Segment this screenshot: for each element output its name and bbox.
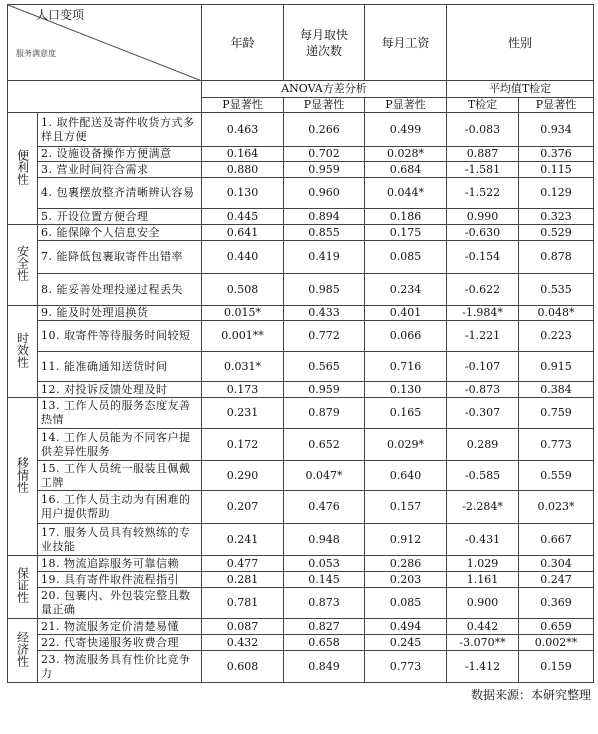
item-label: 3. 营业时间符合需求 <box>38 162 202 178</box>
subheader-age-p: P显著性 <box>202 98 284 113</box>
table-row <box>8 147 594 162</box>
gender-p-cell: 0.934 <box>519 113 594 147</box>
gender-p-cell: 0.659 <box>519 619 594 635</box>
salary-cell: 0.130 <box>365 382 447 398</box>
age-cell: 0.031* <box>202 352 284 382</box>
table-row <box>8 635 594 651</box>
age-cell: 0.172 <box>202 429 284 461</box>
item-label: 21. 物流服务定价清楚易懂 <box>38 619 202 635</box>
table-row <box>8 588 594 619</box>
t-value-cell: -1.581 <box>447 162 519 178</box>
item-label: 6. 能保障个人信息安全 <box>38 225 202 241</box>
gender-p-cell: 0.667 <box>519 524 594 556</box>
frequency-cell: 0.873 <box>284 588 365 619</box>
salary-cell: 0.640 <box>365 461 447 491</box>
item-label: 5. 开设位置方便合理 <box>38 209 202 225</box>
item-label: 9. 能及时处理退换货 <box>38 306 202 321</box>
table-row <box>8 429 594 461</box>
frequency-cell: 0.053 <box>284 556 365 572</box>
gender-p-cell: 0.376 <box>519 147 594 162</box>
test-header-blank <box>8 81 202 113</box>
t-value-cell: -1.221 <box>447 321 519 352</box>
age-cell: 0.241 <box>202 524 284 556</box>
t-value-cell: -3.070** <box>447 635 519 651</box>
table-row <box>8 225 594 241</box>
frequency-cell: 0.855 <box>284 225 365 241</box>
frequency-cell: 0.658 <box>284 635 365 651</box>
age-cell: 0.445 <box>202 209 284 225</box>
t-value-cell: -2.284* <box>447 491 519 524</box>
frequency-cell: 0.565 <box>284 352 365 382</box>
frequency-cell: 0.047* <box>284 461 365 491</box>
gender-p-cell: 0.759 <box>519 398 594 429</box>
t-value-cell: -1.412 <box>447 651 519 683</box>
age-cell: 0.087 <box>202 619 284 635</box>
age-cell: 0.281 <box>202 572 284 588</box>
salary-cell: 0.186 <box>365 209 447 225</box>
item-label: 23. 物流服务具有性价比竞争力 <box>38 651 202 683</box>
item-label: 7. 能降低包裹取寄件出错率 <box>38 241 202 274</box>
gender-p-cell: 0.323 <box>519 209 594 225</box>
salary-cell: 0.044* <box>365 178 447 209</box>
gender-p-cell: 0.369 <box>519 588 594 619</box>
item-label: 14. 工作人员能为不同客户提供差异性服务 <box>38 429 202 461</box>
table-row <box>8 178 594 209</box>
table-row <box>8 113 594 147</box>
age-cell: 0.001** <box>202 321 284 352</box>
gender-p-cell: 0.023* <box>519 491 594 524</box>
gender-p-cell: 0.048* <box>519 306 594 321</box>
gender-p-cell: 0.559 <box>519 461 594 491</box>
frequency-cell: 0.960 <box>284 178 365 209</box>
frequency-cell: 0.433 <box>284 306 365 321</box>
gender-p-cell: 0.529 <box>519 225 594 241</box>
dimension-label: 移情性 <box>8 398 38 556</box>
salary-cell: 0.499 <box>365 113 447 147</box>
t-value-cell: -0.630 <box>447 225 519 241</box>
gender-p-cell: 0.878 <box>519 241 594 274</box>
item-label: 16. 工作人员主动为有困难的用户提供帮助 <box>38 491 202 524</box>
frequency-cell: 0.894 <box>284 209 365 225</box>
header-ttest: 平均值T检定 <box>447 81 594 98</box>
salary-cell: 0.066 <box>365 321 447 352</box>
frequency-cell: 0.849 <box>284 651 365 683</box>
table-row <box>8 461 594 491</box>
age-cell: 0.173 <box>202 382 284 398</box>
subheader-salary-p: P显著性 <box>365 98 447 113</box>
dimension-label: 时效性 <box>8 306 38 398</box>
item-label: 12. 对投诉反馈处理及时 <box>38 382 202 398</box>
table-row <box>8 382 594 398</box>
header-frequency: 每月取快递次数 <box>284 5 365 81</box>
table-row <box>8 274 594 306</box>
table-row <box>8 241 594 274</box>
t-value-cell: 0.900 <box>447 588 519 619</box>
salary-cell: 0.286 <box>365 556 447 572</box>
age-cell: 0.290 <box>202 461 284 491</box>
item-label: 8. 能妥善处理投递过程丢失 <box>38 274 202 306</box>
t-value-cell: 0.990 <box>447 209 519 225</box>
gender-p-cell: 0.304 <box>519 556 594 572</box>
salary-cell: 0.684 <box>365 162 447 178</box>
salary-cell: 0.029* <box>365 429 447 461</box>
salary-cell: 0.912 <box>365 524 447 556</box>
item-label: 15. 工作人员统一服装且佩戴工牌 <box>38 461 202 491</box>
age-cell: 0.164 <box>202 147 284 162</box>
age-cell: 0.608 <box>202 651 284 683</box>
item-label: 17. 服务人员具有较熟练的专业技能 <box>38 524 202 556</box>
item-label: 4. 包裹摆放整齐清晰辨认容易 <box>38 178 202 209</box>
frequency-cell: 0.879 <box>284 398 365 429</box>
salary-cell: 0.494 <box>365 619 447 635</box>
frequency-cell: 0.827 <box>284 619 365 635</box>
table-row <box>8 398 594 429</box>
item-label: 1. 取件配送及寄件收货方式多样且方便 <box>38 113 202 147</box>
age-cell: 0.463 <box>202 113 284 147</box>
gender-p-cell: 0.535 <box>519 274 594 306</box>
t-value-cell: -1.984* <box>447 306 519 321</box>
table-row <box>8 572 594 588</box>
t-value-cell: -1.522 <box>447 178 519 209</box>
corner-header-cell <box>8 5 202 81</box>
t-value-cell: -0.622 <box>447 274 519 306</box>
table-row <box>8 619 594 635</box>
frequency-cell: 0.266 <box>284 113 365 147</box>
table-row <box>8 524 594 556</box>
age-cell: 0.641 <box>202 225 284 241</box>
header-age: 年龄 <box>202 5 284 81</box>
t-value-cell: 1.161 <box>447 572 519 588</box>
gender-p-cell: 0.129 <box>519 178 594 209</box>
frequency-cell: 0.702 <box>284 147 365 162</box>
frequency-cell: 0.145 <box>284 572 365 588</box>
gender-p-cell: 0.773 <box>519 429 594 461</box>
t-value-cell: 0.289 <box>447 429 519 461</box>
age-cell: 0.508 <box>202 274 284 306</box>
satisfaction-axis-label: 服务满意度 <box>16 49 56 58</box>
item-label: 19. 具有寄件取件流程指引 <box>38 572 202 588</box>
t-value-cell: -0.307 <box>447 398 519 429</box>
salary-cell: 0.165 <box>365 398 447 429</box>
age-cell: 0.880 <box>202 162 284 178</box>
item-label: 10. 取寄件等待服务时间较短 <box>38 321 202 352</box>
t-value-cell: 1.029 <box>447 556 519 572</box>
item-label: 11. 能准确通知送货时间 <box>38 352 202 382</box>
age-cell: 0.440 <box>202 241 284 274</box>
t-value-cell: -0.431 <box>447 524 519 556</box>
dimension-label: 保证性 <box>8 556 38 619</box>
gender-p-cell: 0.159 <box>519 651 594 683</box>
age-cell: 0.130 <box>202 178 284 209</box>
table-row <box>8 651 594 683</box>
gender-p-cell: 0.115 <box>519 162 594 178</box>
t-value-cell: -0.585 <box>447 461 519 491</box>
salary-cell: 0.716 <box>365 352 447 382</box>
t-value-cell: -0.873 <box>447 382 519 398</box>
dimension-label: 经济性 <box>8 619 38 683</box>
salary-cell: 0.085 <box>365 588 447 619</box>
age-cell: 0.231 <box>202 398 284 429</box>
results-table <box>7 4 594 683</box>
t-value-cell: 0.887 <box>447 147 519 162</box>
frequency-cell: 0.419 <box>284 241 365 274</box>
gender-p-cell: 0.247 <box>519 572 594 588</box>
dimension-label: 便利性 <box>8 113 38 225</box>
salary-cell: 0.245 <box>365 635 447 651</box>
salary-cell: 0.773 <box>365 651 447 683</box>
item-label: 18. 物流追踪服务可靠信赖 <box>38 556 202 572</box>
gender-p-cell: 0.384 <box>519 382 594 398</box>
salary-cell: 0.234 <box>365 274 447 306</box>
header-gender: 性别 <box>447 5 594 81</box>
gender-p-cell: 0.002** <box>519 635 594 651</box>
item-label: 20. 包裹内、外包装完整且数量正确 <box>38 588 202 619</box>
table-row <box>8 162 594 178</box>
item-label: 2. 设施设备操作方便满意 <box>38 147 202 162</box>
subheader-t: T检定 <box>447 98 519 113</box>
table-row <box>8 209 594 225</box>
table-row <box>8 306 594 321</box>
age-cell: 0.015* <box>202 306 284 321</box>
t-value-cell: 0.442 <box>447 619 519 635</box>
frequency-cell: 0.985 <box>284 274 365 306</box>
t-value-cell: -0.154 <box>447 241 519 274</box>
table-row <box>8 556 594 572</box>
table-row <box>8 352 594 382</box>
t-value-cell: -0.107 <box>447 352 519 382</box>
frequency-cell: 0.476 <box>284 491 365 524</box>
table-wrapper <box>7 4 593 703</box>
frequency-cell: 0.959 <box>284 382 365 398</box>
gender-p-cell: 0.915 <box>519 352 594 382</box>
source-note: 数据来源：本研究整理 <box>470 688 591 702</box>
subheader-gender-p: P显著性 <box>519 98 594 113</box>
table-row <box>8 321 594 352</box>
item-label: 22. 代寄快递服务收费合理 <box>38 635 202 651</box>
age-cell: 0.207 <box>202 491 284 524</box>
frequency-cell: 0.652 <box>284 429 365 461</box>
demographic-axis-label: 人口变项 <box>36 8 85 22</box>
frequency-cell: 0.772 <box>284 321 365 352</box>
salary-cell: 0.028* <box>365 147 447 162</box>
subheader-frequency-p: P显著性 <box>284 98 365 113</box>
frequency-cell: 0.948 <box>284 524 365 556</box>
age-cell: 0.432 <box>202 635 284 651</box>
salary-cell: 0.203 <box>365 572 447 588</box>
age-cell: 0.781 <box>202 588 284 619</box>
item-label: 13. 工作人员的服务态度友善热情 <box>38 398 202 429</box>
header-anova: ANOVA方差分析 <box>202 81 447 98</box>
age-cell: 0.477 <box>202 556 284 572</box>
dimension-label: 安全性 <box>8 225 38 306</box>
salary-cell: 0.401 <box>365 306 447 321</box>
header-salary: 每月工资 <box>365 5 447 81</box>
salary-cell: 0.175 <box>365 225 447 241</box>
t-value-cell: -0.083 <box>447 113 519 147</box>
salary-cell: 0.157 <box>365 491 447 524</box>
frequency-cell: 0.959 <box>284 162 365 178</box>
gender-p-cell: 0.223 <box>519 321 594 352</box>
table-row <box>8 491 594 524</box>
salary-cell: 0.085 <box>365 241 447 274</box>
